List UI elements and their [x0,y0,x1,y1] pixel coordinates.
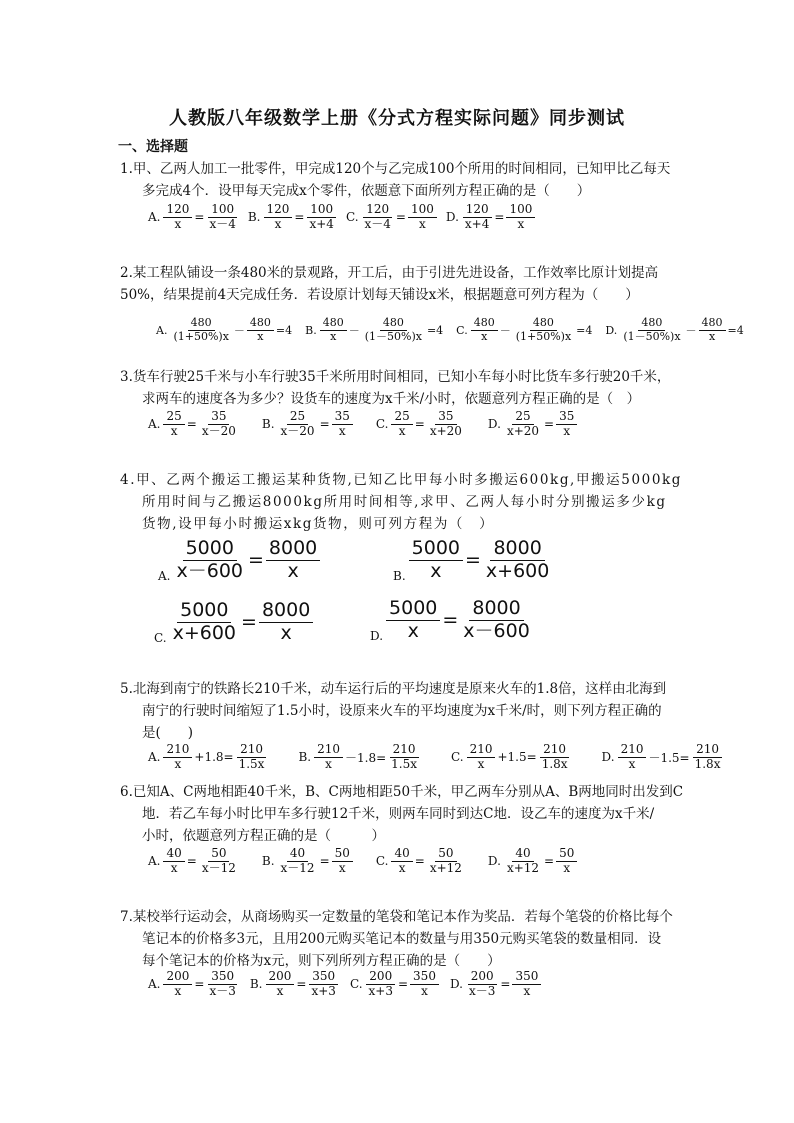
question-text: 是( ) [142,725,194,741]
option-c: C. $\frac{200}{x+3}$ = $\frac{350}{x}$ [350,970,440,999]
option-label: A. [148,417,161,432]
fraction: $\frac{35}{x-20}$ [201,409,236,438]
option-4d: D. $\frac{5000}{x}$ = $\frac{8000}{x-600}$ [370,598,534,643]
page-title: 人教版八年级数学上册《分式方程实际问题》同步测试 [169,108,625,129]
option-a: A. $\frac{40}{x}$ = $\frac{50}{x-12}$ [148,847,240,876]
option-label: C. [349,977,363,992]
question-text: 求两车的速度各为多少？设货车的速度为x千米/小时，依题意列方程正确的是（ ） [142,391,641,407]
fraction: $\frac{210}{x}$ [618,743,647,772]
option-b: B. $\frac{210}{x}$ －1.8= $\frac{210}{1.5x}$ [298,743,421,772]
fraction: $\frac{25}{x}$ [391,410,412,439]
option-a: A. $\frac{210}{x}$ +1.8= $\frac{210}{1.5x}$ [148,743,268,772]
option-label: C. [375,417,389,432]
question-text: 笔记本的价格多3元，且用200元购买笔记本的数量与用350元购买笔袋的数量相同．设 [142,931,662,947]
options-q5 [148,743,724,772]
fraction: $\frac{210}{1.8x}$ [694,742,721,771]
question-text: 每个笔记本的价格为x元，则下列所列方程正确的是（ ） [142,953,501,969]
fraction: $\frac{50}{x+12}$ [429,846,462,875]
question-5 [120,678,710,744]
option-label: B. [261,854,275,869]
option-label: D. [370,628,384,643]
fraction: $\frac{120}{x-4}$ [364,202,391,231]
option-label: A. [148,977,161,992]
option-label: C. [451,750,464,765]
fraction: $\frac{480}{x}$ [320,317,347,343]
fraction: $\frac{480}{x}$ [471,317,498,343]
option-label: B. [247,210,261,225]
option-c: C. $\frac{210}{x}$ +1.5= $\frac{210}{1.8x}$ [451,743,572,772]
option-label: C. [375,854,389,869]
option-label: A. [148,750,161,765]
fraction: $\frac{200}{x-3}$ [468,969,496,998]
fraction: $\frac{8000}{x}$ [259,600,313,645]
options-q3 [148,410,578,439]
fraction: $\frac{25}{x-20}$ [280,409,315,438]
option-b: B. $\frac{200}{x}$ = $\frac{350}{x+3}$ [250,970,340,999]
fraction: $\frac{100}{x+4}$ [306,203,336,232]
fraction: $\frac{40}{x}$ [163,847,184,876]
fraction: $\frac{120}{x}$ [264,203,293,232]
fraction: $\frac{480}{(1-50\%)x}$ [623,316,681,343]
option-a: A. $\frac{120}{x}$ = $\frac{100}{x-4}$ [148,203,240,232]
fraction: $\frac{35}{x}$ [332,410,353,439]
question-text: 6.已知A、C两地相距40千米，B、C两地相距50千米，甲乙两车分别从A、B两地同时出发到C [120,784,684,800]
question-text: 多完成4个．设甲每天完成x个零件，依题意下面所列方程正确的是（ ） [142,183,591,199]
option-label: A. [158,568,171,583]
option-label: B. [298,750,312,765]
fraction: $\frac{480}{(1+50\%)x}$ [173,316,229,343]
option-d: D. $\frac{210}{x}$ －1.5= $\frac{210}{1.8x}$ [602,743,725,772]
option-c: C. $\frac{120}{x-4}$ = $\frac{100}{x}$ [346,203,438,232]
question-text: 5.北海到南宁的铁路长210千米，动车运行后的平均速度是原来火车的1.8倍，这样由北海到 [120,681,667,697]
option-label: D. [449,977,463,992]
option-label: A. [148,210,161,225]
option-a: A. $\frac{200}{x}$ = $\frac{350}{x-3}$ [148,970,240,999]
option-label: D. [605,323,618,337]
fraction: $\frac{120}{x+4}$ [462,203,492,232]
option-label: C. [154,630,167,645]
options-q2 [156,317,745,343]
option-b: B. $\frac{480}{x}$ － $\frac{480}{(1-50\%)x}$ =4 [305,316,444,343]
fraction: $\frac{5000}{x}$ [386,598,440,643]
option-label: D. [601,750,615,765]
fraction: $\frac{40}{x}$ [391,847,412,876]
fraction: $\frac{25}{x+20}$ [506,409,540,438]
fraction: $\frac{210}{1.8x}$ [541,742,568,771]
options-q7 [148,970,542,999]
fraction: $\frac{480}{(1+50\%)x}$ [515,316,572,343]
fraction: $\frac{8000}{x+600}$ [485,537,550,582]
fraction: $\frac{200}{x}$ [266,970,295,999]
question-4 [120,469,710,535]
fraction: $\frac{25}{x}$ [163,410,184,439]
question-1 [120,158,710,202]
fraction: $\frac{120}{x}$ [163,203,192,232]
option-4b: B. $\frac{5000}{x}$ = $\frac{8000}{x+600}$ [393,538,553,583]
fraction: $\frac{35}{x+20}$ [429,409,462,438]
option-d: D. $\frac{200}{x-3}$ = $\frac{350}{x}$ [450,970,542,999]
question-2 [120,262,710,306]
fraction: $\frac{350}{x+3}$ [308,970,338,999]
fraction: $\frac{350}{x-3}$ [209,969,236,998]
fraction: $\frac{350}{x}$ [410,970,439,999]
option-label: A. [148,854,161,869]
question-text: 2.某工程队铺设一条480米的景观路，开工后，由于引进先进设备，工作效率比原计划提高 [120,265,659,281]
fraction: $\frac{40}{x+12}$ [506,846,540,875]
options-q1 [148,203,536,232]
option-d: D. $\frac{25}{x+20}$ = $\frac{35}{x}$ [488,410,578,439]
question-text: 地．若乙车每小时比甲车多行驶12千米，则两车同时到达C地．设乙车的速度为x千米/ [142,806,655,822]
question-text: 小时，依题意列方程正确的是（ ） [142,828,385,844]
option-label: C. [345,210,359,225]
question-text: 所用时间与乙搬运8000kg所用时间相等,求甲、乙两人每小时分别搬运多少kg [142,494,667,510]
option-label: B. [249,977,263,992]
option-label: B. [305,323,317,337]
fraction: $\frac{8000}{x}$ [266,538,320,583]
option-4c: C. $\frac{5000}{x+600}$ = $\frac{8000}{x}$ [154,600,314,645]
section-heading: 一、选择题 [118,139,188,155]
fraction: $\frac{35}{x}$ [556,410,577,439]
option-label: C. [456,323,468,337]
options-q6 [148,847,578,876]
fraction: $\frac{480}{(1-50\%)x}$ [364,316,422,343]
option-label: B. [393,568,406,583]
option-label: A. [156,323,168,337]
fraction: $\frac{210}{1.5x}$ [391,742,417,771]
option-a: A. $\frac{25}{x}$ = $\frac{35}{x-20}$ [148,410,240,439]
question-3 [120,366,710,410]
option-d: D. $\frac{480}{(1-50\%)x}$ － $\frac{480}{x}$ =4 [605,316,744,343]
option-d: D. $\frac{40}{x+12}$ = $\frac{50}{x}$ [488,847,578,876]
fraction: $\frac{40}{x-12}$ [280,846,315,875]
question-7 [120,906,710,972]
fraction: $\frac{50}{x-12}$ [201,846,236,875]
option-b: B. $\frac{25}{x-20}$ = $\frac{35}{x}$ [262,410,354,439]
fraction: $\frac{210}{1.5x}$ [238,742,265,771]
fraction: $\frac{5000}{x-600}$ [176,537,243,582]
option-c: C. $\frac{25}{x}$ = $\frac{35}{x+20}$ [376,410,466,439]
question-text: 7.某校举行运动会，从商场购买一定数量的笔袋和笔记本作为奖品．若每个笔袋的价格比每个 [120,909,673,925]
option-c: C. $\frac{40}{x}$ = $\frac{50}{x+12}$ [376,847,466,876]
fraction: $\frac{100}{x}$ [506,203,535,232]
question-6 [120,781,710,847]
fraction: $\frac{480}{x}$ [247,317,274,343]
fraction: $\frac{350}{x}$ [512,970,541,999]
option-label: D. [487,417,501,432]
question-text: 50%，结果提前4天完成任务．若设原计划每天铺设x米，根据题意可列方程为（ ） [120,287,639,303]
option-d: D. $\frac{120}{x+4}$ = $\frac{100}{x}$ [446,203,536,232]
question-text: 南宁的行驶时间缩短了1.5小时，设原来火车的平均速度为x千米/时，则下列方程正确的 [142,703,662,719]
option-label: B. [261,417,275,432]
option-a: A. $\frac{480}{(1+50\%)x}$ － $\frac{480}{x}$ =4 [156,316,293,343]
fraction: $\frac{5000}{x+600}$ [172,599,237,644]
option-b: B. $\frac{40}{x-12}$ = $\frac{50}{x}$ [262,847,354,876]
fraction: $\frac{200}{x+3}$ [366,970,396,999]
fraction: $\frac{50}{x}$ [332,847,353,876]
option-label: D. [445,210,459,225]
fraction: $\frac{210}{x}$ [163,743,192,772]
fraction: $\frac{200}{x}$ [163,970,192,999]
option-c: C. $\frac{480}{x}$ － $\frac{480}{(1+50\%)x}$ =4 [456,316,593,343]
fraction: $\frac{5000}{x}$ [409,538,463,583]
option-b: B. $\frac{120}{x}$ = $\frac{100}{x+4}$ [248,203,338,232]
option-label: D. [487,854,501,869]
fraction: $\frac{210}{x}$ [314,743,343,772]
question-text: 货物,设甲每小时搬运xkg货物，则可列方程为（ ） [142,516,495,532]
option-4a: A. $\frac{5000}{x-600}$ = $\frac{8000}{x}$ [158,538,321,583]
fraction: $\frac{100}{x}$ [408,203,437,232]
fraction: $\frac{8000}{x-600}$ [463,597,530,642]
question-text: 3.货车行驶25千米与小车行驶35千米所用时间相同，已知小车每小时比货车多行驶20千米， [120,369,671,385]
fraction: $\frac{100}{x-4}$ [209,202,236,231]
question-text: 1.甲、乙两人加工一批零件，甲完成120个与乙完成100个所用的时间相同，已知甲比乙每天 [120,161,671,177]
fraction: $\frac{210}{x}$ [467,743,496,772]
fraction: $\frac{480}{x}$ [699,317,726,343]
question-text: 4.甲、乙两个搬运工搬运某种货物,已知乙比甲每小时多搬运600kg,甲搬运5000kg [120,472,683,488]
fraction: $\frac{50}{x}$ [556,847,577,876]
